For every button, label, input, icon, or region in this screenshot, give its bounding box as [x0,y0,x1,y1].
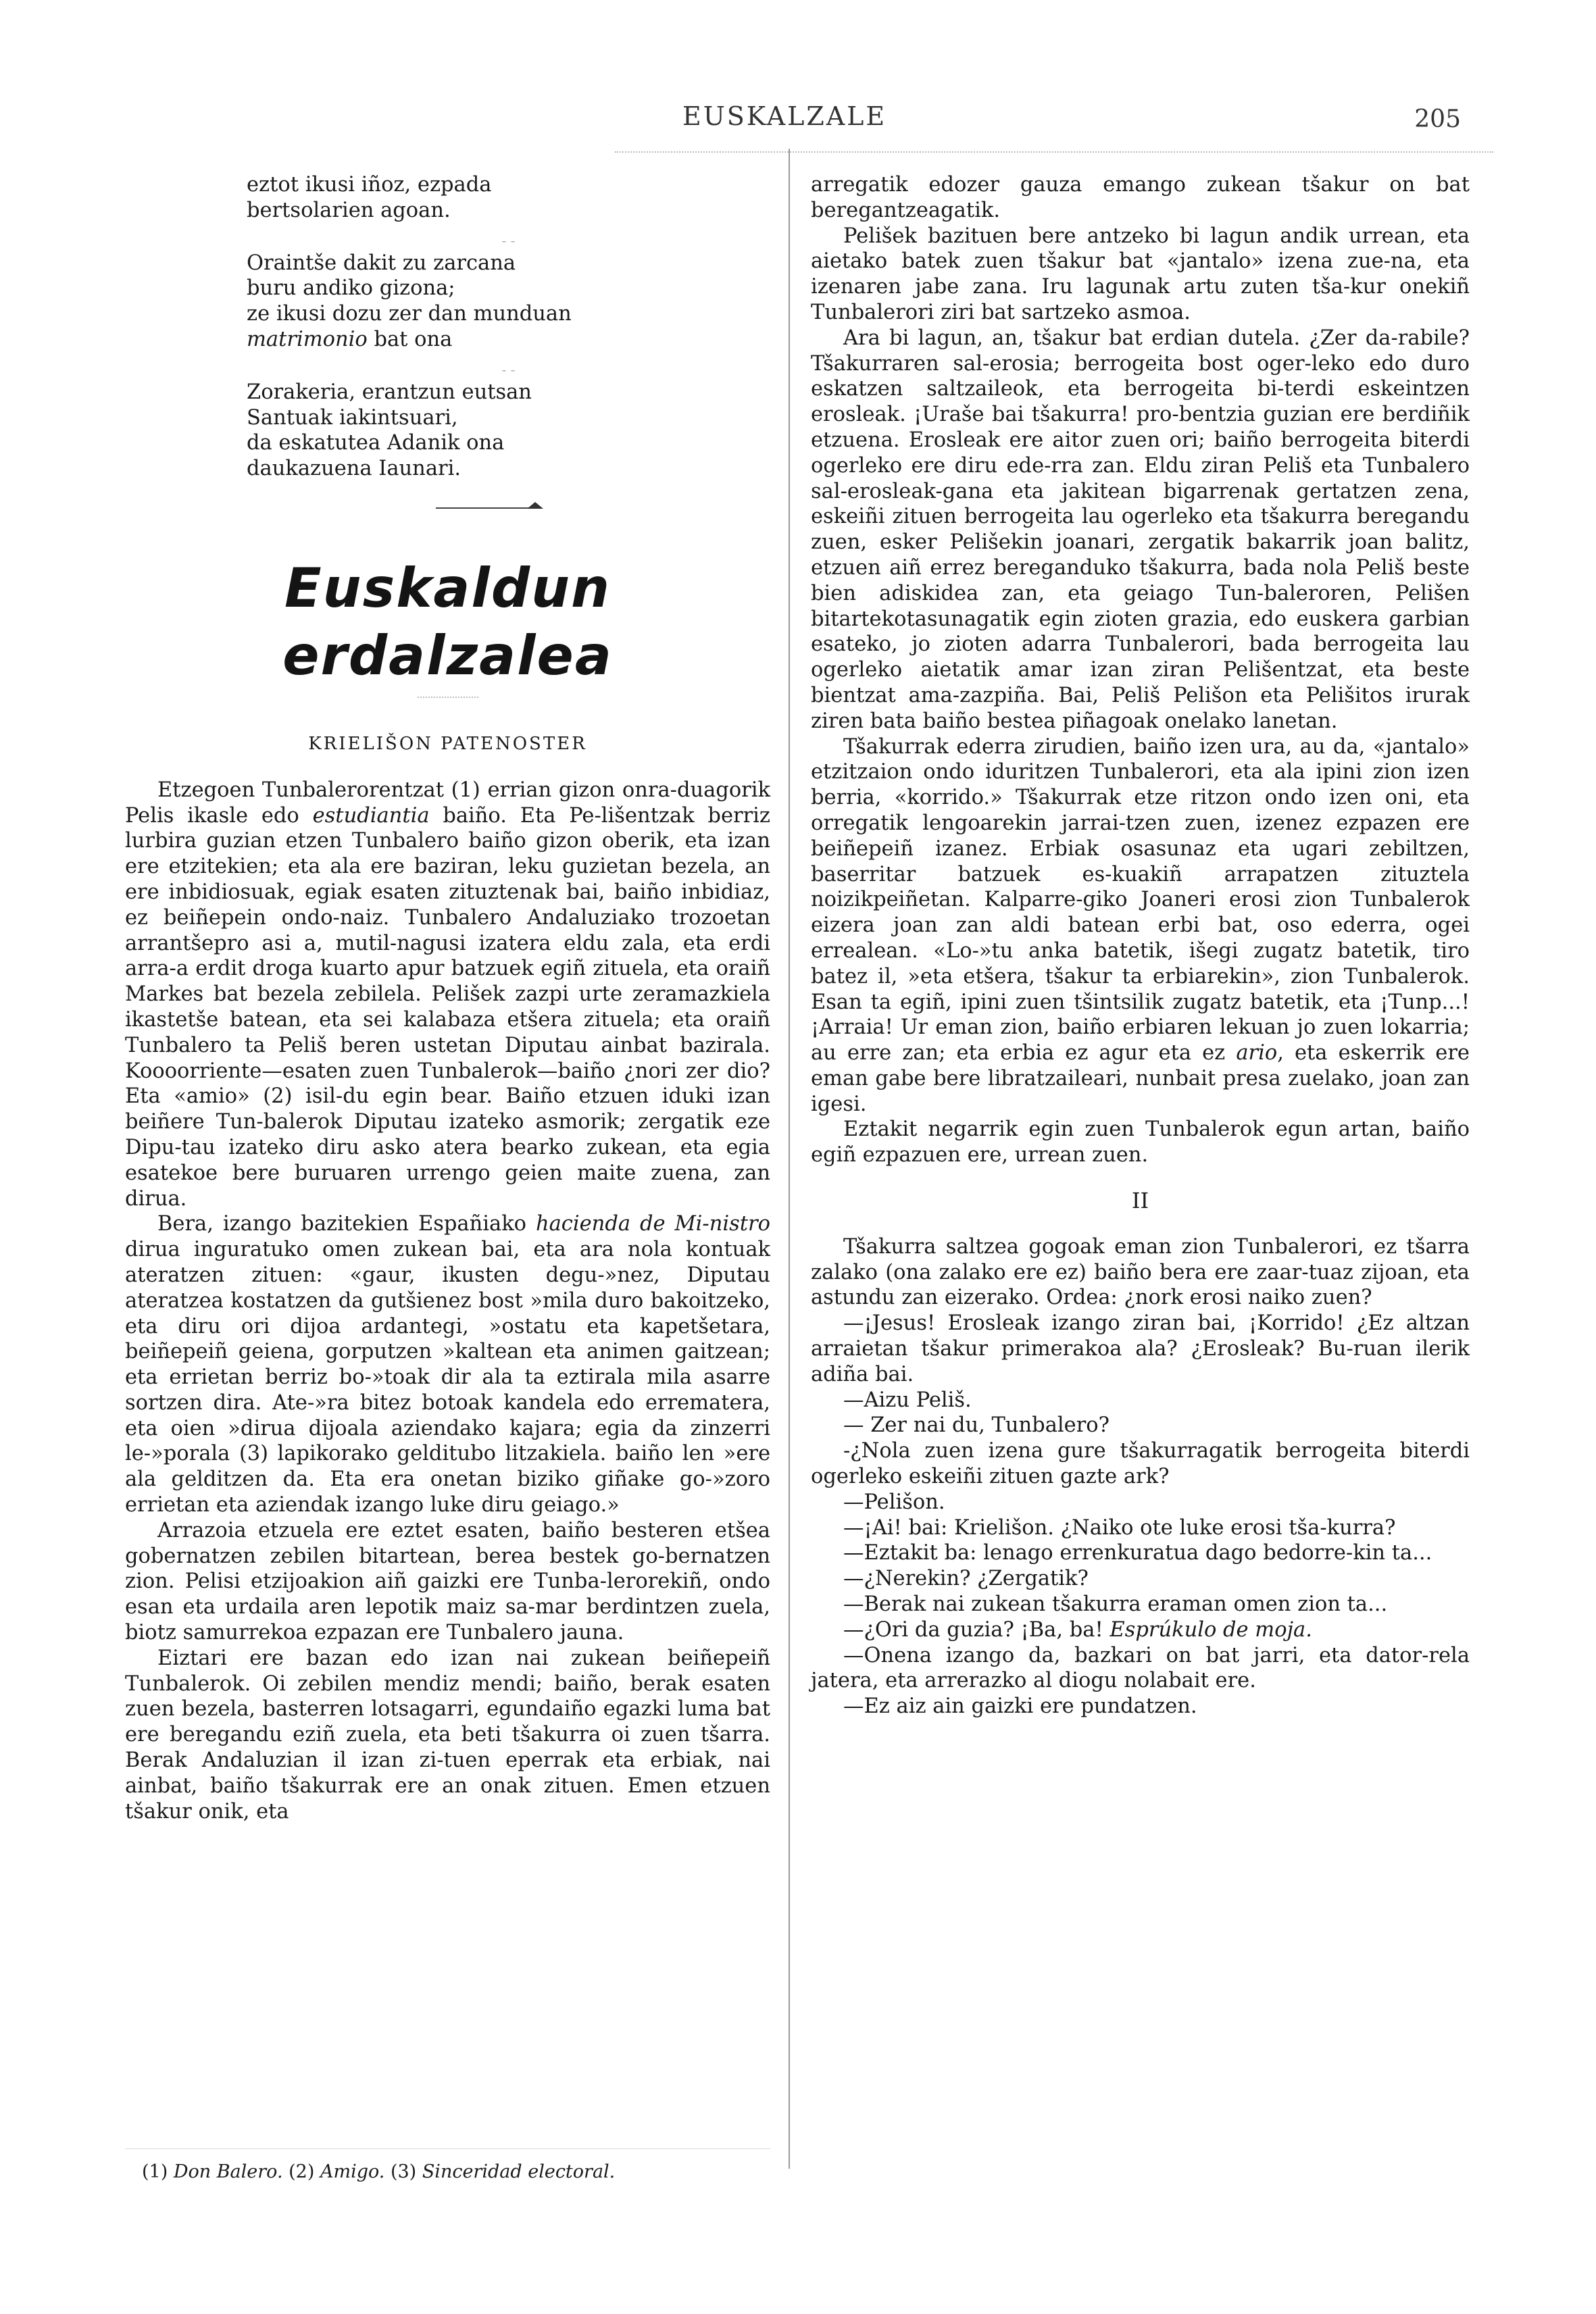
dialogue-line: -¿Nola zuen izena gure tšakurragatik berrogeita biterdi ogerleko eskeiñi zituen gazte ark? [811,1439,1470,1489]
footnote-number: (1) [142,2161,168,2182]
dialogue-line: —Berak nai zukean tšakurra eraman omen zion ta... [843,1592,1388,1617]
text-run: dirua inguratuko omen zukean bai, eta ara nola kontuak ateratzen zituen: «gaur, ikusten degu-»nez, Diputau ateratzea kostatzen da gutšienez bost »mila duro bakoitzeko, eta diru ori dijoa ardantegi, »ostatu eta kapetšetara, beiñepeiñ geiena, gorputzen »kaltean eta animen gaitzean; eta errietan berriz bo-»toak dir ala ta eztirala mila asarre sortzen dira. Ate-»ra bitez botoak kandela edo errematera, eta oien »dirua dijoala aziendako kajara; egia da zinzerri le-»porala (3) lapikorako gelditubo litzakiela. baiño len »ere ala gelditzen da. Eta era onetan biziko giñake go-»zoro errietan eta aziendak izango luke diru geiago.» [125,1238,770,1517]
italic-word: estudiantia [312,803,430,828]
paragraph: Arrazoia etzuela ere eztet esaten, baiño besteren etšea gobernatzen zebilen bitartean, berea bestek go-bernatzen zion. Pelisi etzijoakion aiñ gaizki ere Tunba-lerorekiñ, ondo esan eta urdaila aren lepotik maiz sa-mar berdintzen zuela, biotz samurrekoa ezpazan ere Tunbalero jauna. [125,1518,770,1645]
text-run: Bera, izango bazitekien Españiako [157,1212,536,1236]
verse-line: Zorakeria, erantzun eutsan [247,380,532,404]
dialogue-line: —¿Nerekin? ¿Zergatik? [843,1567,1089,1591]
page-number: 205 [1414,105,1461,133]
footnote-text: Don Balero. [173,2161,283,2182]
text-run: , eta eskerrik ere eman gabe bere libratzaileari, nunbait presa zuelako, joan zan igesi. [811,1041,1470,1116]
footnote-text: Sinceridad electoral. [422,2161,616,2182]
verse-line: bertsolarien agoan. [247,198,451,222]
footnote-rule [125,2148,770,2149]
dialogue-line: —Onena izango da, bazkari on bat jarri, eta dator-rela jatera, eta arrerazko al diogu nolabait ere. [811,1643,1470,1693]
title-rule [418,697,478,698]
footnote-number: (3) [390,2161,417,2182]
italic-word: matrimonio [247,327,368,351]
paragraph: Eztakit negarrik egin zuen Tunbalerok egun artan, baiño egiñ ezpazuen ere, urrean zuen. [811,1117,1470,1167]
paragraph [811,734,1470,1117]
dialogue-line: — Zer nai du, Tunbalero? [843,1413,1109,1438]
dialogue-line: —Pelišon. [843,1490,945,1514]
paragraph: Tšakurra saltzea gogoak eman zion Tunbalerori, ez tšarra zalako (ona zalako ere ez) baiño bera ere zaar-tuaz zijoan, eta astundu zan eizerako. Ordea: ¿nork erosi naiko zuen? [811,1234,1470,1310]
footnote-text: Amigo. [320,2161,385,2182]
verse-block [247,172,770,482]
right-column [811,172,1470,1719]
header-rule [615,151,1493,153]
dialogue-line: —¡Ai! bai: Krielišon. ¿Naiko ote luke erosi tša-kurra? [843,1515,1396,1540]
verse-line: eztot ikusi iñoz, ezpada [247,173,492,197]
verse-intro [247,172,770,224]
byline: KRIELIŠON PATENOSTER [308,733,587,754]
running-title: EUSKALZALE [682,101,887,131]
running-head [0,101,1596,142]
section-heading: II [1131,1188,1149,1214]
dialogue-line: —Eztakit ba: lenago errenkuratua dago bedorre-kin ta... [843,1541,1432,1565]
verse-stanza [247,251,770,353]
footnotes [142,2160,750,2184]
verse-line: buru andiko gizona; [247,276,455,301]
verse-stanza [247,380,770,482]
text-run: —¿Ori da guzia? ¡Ba, ba! [843,1617,1110,1642]
verse-line: Oraintše dakit zu zarcana [247,251,516,275]
paragraph [125,1211,770,1518]
verse-line: da eskatutea Adanik ona [247,431,505,455]
stanza-separator: ‐ ‐ [501,361,516,378]
paragraph: Eiztari ere bazan edo izan nai zukean beiñepeiñ Tunbalerok. Oi zebilen mendiz mendi; baiño, berak esaten zuen bezela, basterren lotsagarri, egundaiño egazki luma bat ere beregandu eziñ zuela, eta beti tšakurra oi zuen tšarra. Berak Andaluzian il izan zi-tuen eperrak eta erbiak, nai ainbat, baiño tšakurrak ere an onak zituen. Emen etzuen tšakur onik, eta [125,1646,770,1823]
paragraph [125,778,770,1212]
stanza-separator: ‐ ‐ [501,232,516,249]
text-run: Tšakurrak ederra zirudien, baiño izen ura, au da, «jantalo» etzitzaion ondo iduritzen Tunbalerori, eta ala ipini zion izen berria, «korrido.» Tšakurrak etze ritzon ondo izen oni, eta orregatik lengoarekin jarrai-tzen zuen, izenez ezpazen ere beiñepeiñ izanez. Erbiak osasunaz eta ugari zebiltzen, baserritar batzuek es-kuakiñ arrapatzen zituztela noizikpeiñetan. Kalparre-giko Joaneri erosi zion Tunbalerok eizera joan zan aldi batean erbi bat, oso ederra, ogei errealean. «Lo-»tu anka batetik, išegi zugatz batetik, tiro batez il, »eta etšera, tšakur ta erbiarekin», zion Tunbalerok. Esan ta egiñ, ipini zuen tšintsilik zugatz batetik, eta ¡Tunp...! ¡Arraia! Ur eman zion, baiño erbiaren lekuan jo zuen lokarria; au erre zan; eta erbia ez agur eta ez [811,734,1470,1065]
dialogue-line [811,1617,1470,1643]
verse-line: ze ikusi dozu zer dan munduan [247,302,572,326]
dialogue-line: —¡Jesus! Erosleak izango ziran bai, ¡Korrido! ¿Ez altzan arraietan tšakur primerakoa ala? ¿Erosleak? Bu-ruan ilerik adiña bai. [811,1311,1470,1386]
paragraph: Ara bi lagun, an, tšakur bat erdian dutela. ¿Zer da-rabile? Tšakurraren sal-erosia; berrogeita bost oger-leko edo duro eskatzen saltzaileok, eta berrogeita bi-terdi eskeintzen erosleak. ¡Uraše bai tšakurra! pro-bentzia guzian ere berdiñik etzuena. Erosleak ere aitor zuen ori; baiño berrogeita biterdi ogerleko ere diru ede-rra zan. Eldu ziran Peliš eta Tunbalero sal-erosleak-gana eta jakitean bigarrenak gertatzen zena, eskeiñi zituen berrogeita lau ogerleko eta tšakurra beregandu zuen, esker Pelišekin joanari, zergatik bakarrik joan balitz, etzuen aiñ errez bereganduko tšakurra, bada nola Peliš beste bien adiskidea zan, eta geiago Tun-baleroren, Pelišen bitartekotasunagatik egin zioten grazia, edo euskera garbian esateko, jo zioten adarra Tunbalerori, bada berrogeita lau ogerleko aietatik amar izan ziran Pelišentzat, eta beste bientzat ama-zazpiña. Bai, Peliš Pelišon eta Pelišitos irurak ziren bata baiño bestea piñagoak onelako lanetan. [811,326,1470,733]
italic-word: ario [1236,1041,1278,1065]
italic-word: hacienda de Mi-nistro [535,1212,770,1236]
ornament-rule [125,488,770,529]
paragraph: arregatik edozer gauza emango zukean tšakur on bat beregantzeagatik. [811,173,1470,222]
verse-line: Santuak iakintsuari, [247,405,458,430]
verse-line [247,327,770,353]
dialogue-line: —Ez aiz ain gaizki ere pundatzen. [843,1694,1197,1719]
dialogue-line: —Aizu Peliš. [843,1388,972,1412]
verse-line: daukazuena Iaunari. [247,457,462,481]
column-divider [789,149,790,2169]
italic-phrase: Esprúkulo de moja. [1109,1617,1312,1642]
article-title: Euskaldun erdalzalea [282,556,613,687]
text-run: baiño. Eta Pe-lišentzak berriz lurbira guzian etzen Tunbalero baiño gizon oberik, eta izan ere etzitekien; eta ala ere baziran, leku guzietan bezela, an ere inbidiosuak, egiak esaten zituztenak bai, baiño inbidiaz, ez beiñepein ondo-naiz. Tunbalero Andaluziako trozoetan arrantšepro asi a, mutil-nagusi izatera eldu zala, eta erdi arra-a erdit droga kuarto apur batzuek egiñ zituela, eta oraiñ Markes bat bezela zebilela. Pelišek zazpi urte zeramazkiela ikastetše batean, eta sei kalabaza etšera zituela; eta oraiñ Tunbalero ta Peliš beren ustetan Diputau ainbat bazirala. Koooorriente—esaten zuen Tunbalerok—baiño ¿nori zer dio? Eta «amio» (2) isil-du egin bear. Baiño etzuen iduki izan beiñere Tun-balerok Diputau izateko asmorik; zergatik eze Dipu-tau izateko diru asko atera bearko zukean, eta egia esatekoe bere buruaren urrengo geien maite zuena, zan dirua. [125,803,770,1211]
left-column [125,172,770,1824]
footnote-number: (2) [289,2161,315,2182]
paragraph: Pelišek bazituen bere antzeko bi lagun andik urrean, eta aietako batek zuen tšakur bat «jantalo» izena zue-na, eta izenaren jabe zana. Iru lagunak artu zuten tša-kur onekiñ Tunbalerori ziri bat sartzeko asmoa. [811,224,1470,324]
text-run: Etzegoen Tunbalerorentzat (1) errian gizon onra-duagorik Pelis ikasle edo [125,778,770,828]
verse-line-tail: bat ona [367,327,453,351]
